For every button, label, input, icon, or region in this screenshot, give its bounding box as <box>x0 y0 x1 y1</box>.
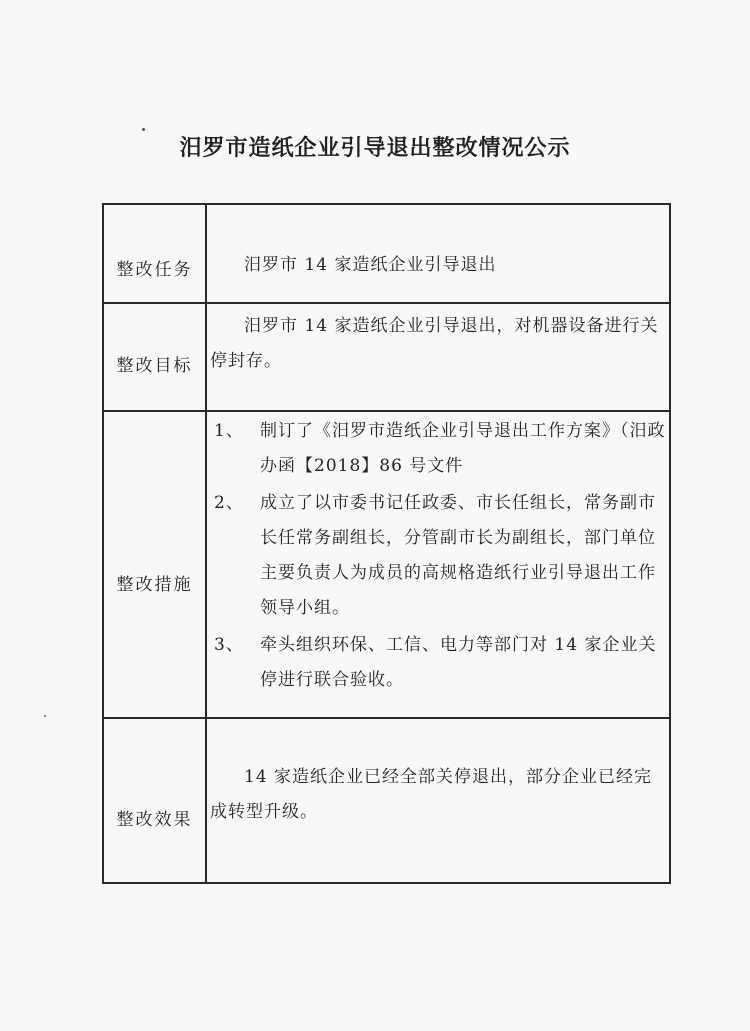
row-label-task: 整改任务 <box>116 260 193 280</box>
scan-speck <box>44 715 46 717</box>
table-row-measures <box>104 412 669 717</box>
measure-text: 成立了以市委书记任政委、市长任组长，常务副市长任常务副组长，分管副市长为副组长，部门单位主要负责人为成员的高规格造纸行业引导退出工作领导小组。 <box>260 493 656 618</box>
measure-text: 制订了《汨罗市造纸企业引导退出工作方案》（汨政办函【2018】86 号文件 <box>260 421 666 476</box>
row-content-effect <box>210 760 666 830</box>
row-content-task <box>210 248 666 283</box>
measure-number: 2、 <box>214 493 244 513</box>
row-content-goal <box>210 309 666 379</box>
table-row-effect <box>104 719 669 884</box>
measure-item <box>210 414 666 484</box>
goal-text: 汨罗市 14 家造纸企业引导退出，对机器设备进行关停封存。 <box>210 316 659 371</box>
measure-number: 1、 <box>214 421 244 441</box>
task-text: 汨罗市 14 家造纸企业引导退出 <box>244 255 497 275</box>
row-content-measures <box>210 414 666 698</box>
measure-text: 牵头组织环保、工信、电力等部门对 14 家企业关停进行联合验收。 <box>260 635 657 690</box>
table-row-task <box>104 205 669 302</box>
measure-number: 3、 <box>214 635 244 655</box>
row-label-measures: 整改措施 <box>116 575 193 595</box>
row-label-effect: 整改效果 <box>116 810 193 830</box>
document-title: 汨罗市造纸企业引导退出整改情况公示 <box>179 136 571 161</box>
row-label-goal: 整改目标 <box>116 356 193 376</box>
effect-text: 14 家造纸企业已经全部关停退出，部分企业已经完成转型升级。 <box>210 767 653 822</box>
measure-item <box>210 486 666 626</box>
measure-item <box>210 628 666 698</box>
table-row-goal <box>104 304 669 410</box>
rectification-table <box>102 203 671 884</box>
